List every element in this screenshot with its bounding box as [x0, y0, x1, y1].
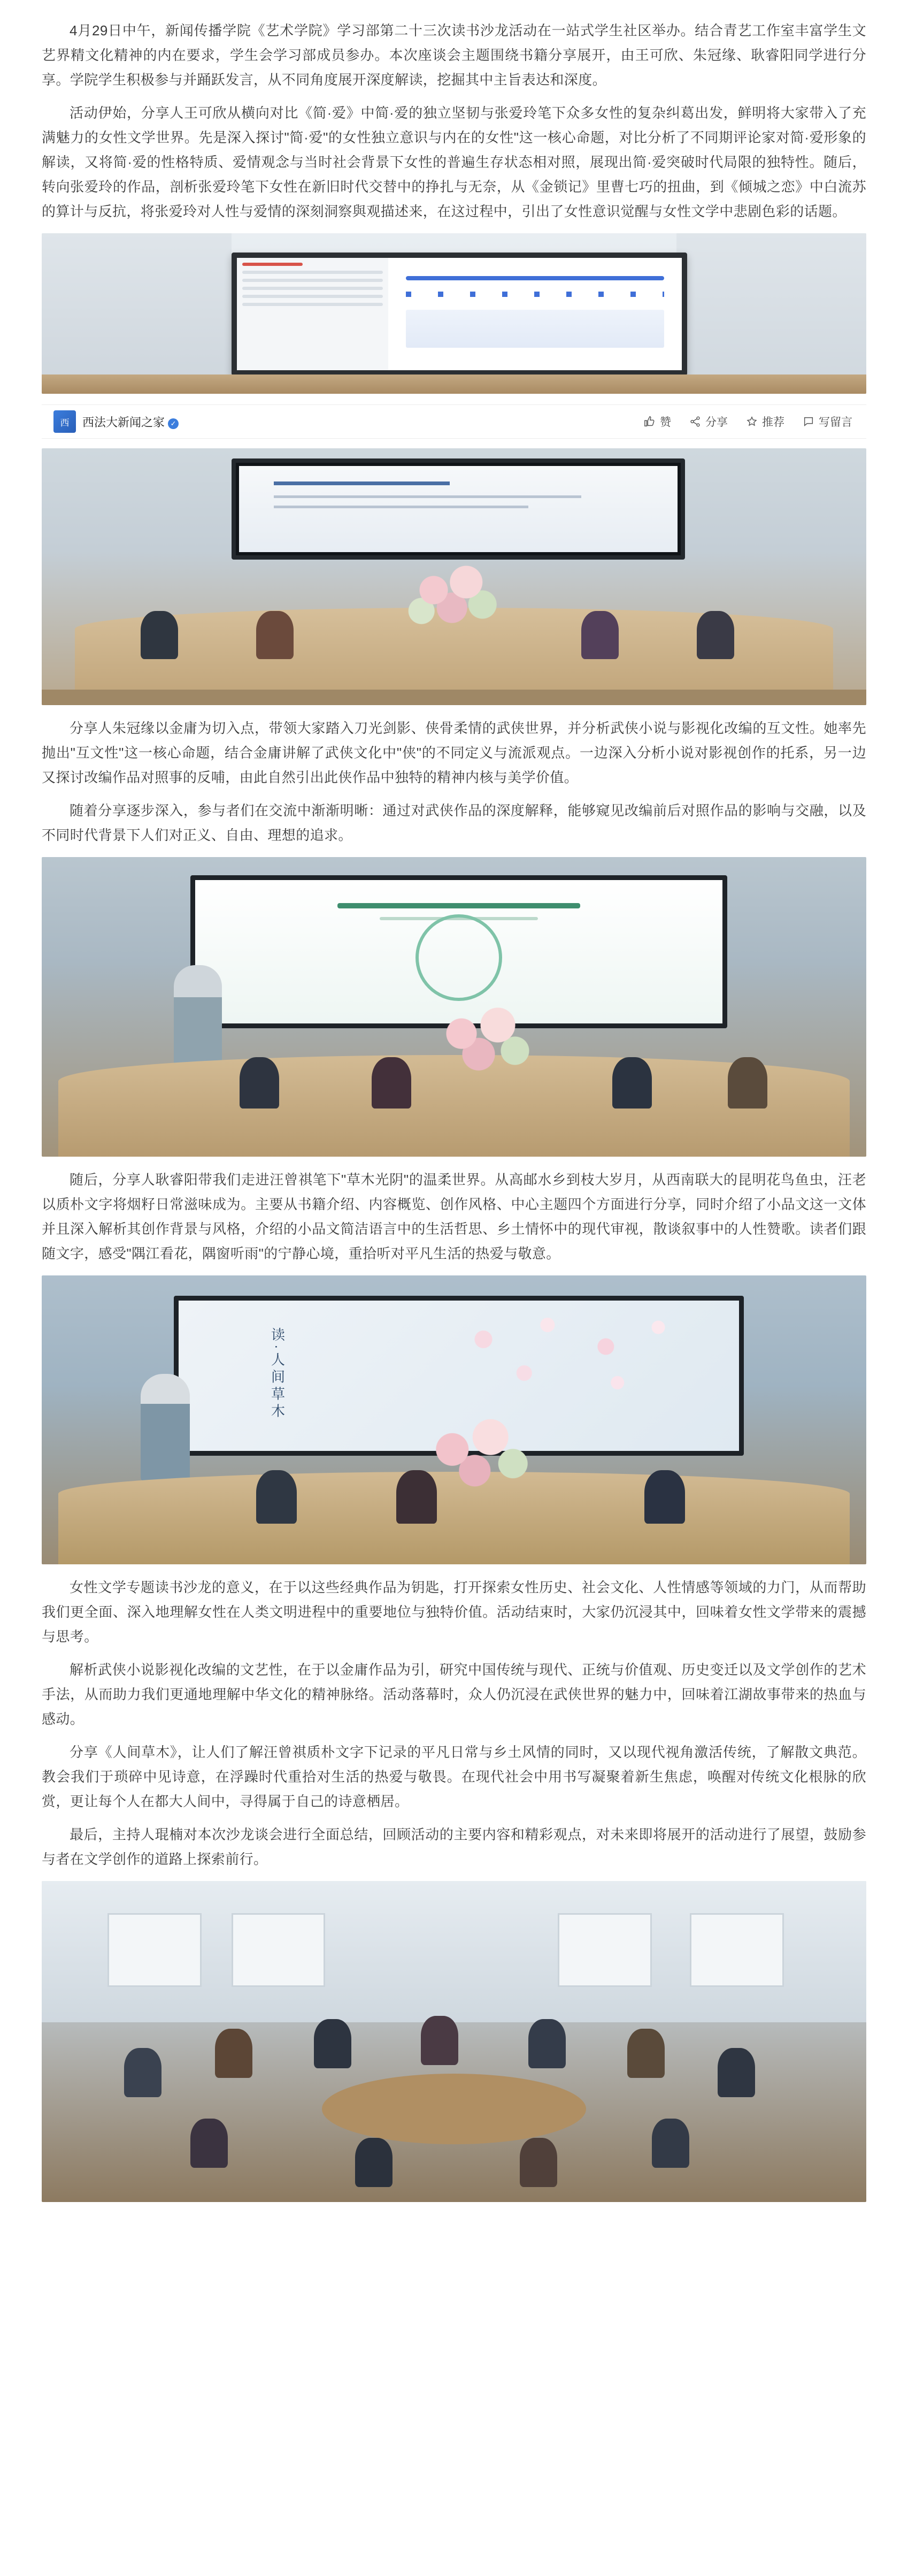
attendee [372, 1057, 411, 1109]
like-button[interactable] [644, 414, 671, 430]
paragraph: 活动伊始，分享人王可欣从横向对比《简·爱》中简·爱的独立坚韧与张爱玲笔下众多女性的复杂纠葛出发，鲜明将大家带入了充满魅力的女性文学世界。先是深入探讨"简·爱"的女性独立意识与内在的女性"这一核心命题，对比分析了不同期评论家对简·爱形象的解读，又将简·爱的性格特质、爱情观念与当时社会背景下女性的普遍生存状态相对照，展现出简·爱突破时代局限的独特性。随后，转向张爱玲的作品，剖析张爱玲笔下女性在新旧时代交替中的挣扎与无奈，从《金锁记》里曹七巧的扭曲，到《倾城之恋》中白流苏的算计与反抗，将张爱玲对人性与爱情的深刻洞察與观描述来，在这过程中，引出了女性意识觉醒与女性文学中悲剧色彩的话题。 [42, 105, 867, 219]
attendee [141, 611, 178, 659]
comment-icon [803, 416, 814, 427]
attendee [355, 2138, 393, 2187]
attendee [314, 2019, 351, 2068]
share-button[interactable] [689, 414, 728, 430]
attendee [520, 2138, 557, 2187]
attendee [581, 611, 619, 659]
recommend-button[interactable] [746, 414, 784, 430]
screen-sidebar [237, 258, 389, 370]
share-icon [689, 416, 701, 427]
wall-poster [107, 1913, 202, 1987]
figure-cherry-blossom-slide [42, 1275, 866, 1564]
floor [42, 690, 866, 705]
action-list [644, 414, 852, 430]
footer-spacer [42, 2213, 866, 2237]
wall-left [42, 233, 232, 394]
wall-poster [690, 1913, 784, 1987]
avatar: 西 [53, 410, 76, 433]
screen-content [388, 258, 682, 370]
wall-poster [558, 1913, 652, 1987]
image-container [42, 857, 866, 1157]
paragraph: 4月29日中午，新闻传播学院《艺术学院》学习部第二十三次读书沙龙活动在一站式学生社区举办。结合青艺工作室丰富学生文艺界精文化精神的内在要求，学生会学习部成员参办。本次座谈会主题围绕书籍分享展开，由王可欣、朱冠缘、耿睿阳同学进行分享。学院学生积极参与并踊跃发言，从不同角度展开深度解读，挖掘其中主旨表达和深度。 [42, 22, 866, 88]
presenter-slide-photo [42, 857, 866, 1157]
image-container [42, 448, 866, 705]
table-center [322, 2074, 586, 2144]
attendee [256, 611, 294, 659]
attendee [240, 1057, 279, 1109]
recommend-label: 推荐 [762, 416, 784, 429]
display-content [239, 466, 678, 552]
like-label: 赞 [660, 416, 671, 429]
group-round-table-photo [42, 1881, 866, 2202]
flower-bouquet [403, 558, 505, 638]
paragraph: 女性文学专题读书沙龙的意义，在于以这些经典作品为钥匙，打开探索女性历史、社会文化、人性情感等领域的力门，从而帮助我们更全面、深入地理解女性在人类文明进程中的重要地位与独特价值。活动结束时，大家仍沉浸其中，回味着女性文学带来的震撼与思考。 [42, 1579, 866, 1645]
attendee [215, 2029, 252, 2078]
figure-projector-screen [42, 233, 866, 394]
paragraph: 随着分享逐步深入，参与者们在交流中渐渐明晰：通过对武侠作品的深度解释，能够窥见改编前后对照作品的影响与交融，以及不同时代背景下人们对正义、自由、理想的追求。 [42, 802, 866, 843]
attendee [652, 2119, 689, 2168]
comment-button[interactable] [803, 414, 852, 430]
image-container [42, 233, 866, 394]
account-block[interactable] [53, 410, 179, 433]
desk-edge [42, 374, 866, 394]
attendee [718, 2048, 755, 2097]
paragraph: 解析武侠小说影视化改编的文艺性，在于以金庸作品为引，研究中国传统与现代、正统与价值观、历史变迁以及文学创作的艺术手法，从而助力我们更通地理解中华文化的精神脉络。活动落幕时，众人仍沉浸在武侠世界的魅力中，回味着江湖故事带来的热血与感动。 [42, 1662, 866, 1727]
attendee [124, 2048, 161, 2097]
account-name: 西法大新闻之家 [82, 415, 165, 429]
attendee [627, 2029, 665, 2078]
speaker-person [141, 1374, 190, 1481]
cherry-blossom-graphic [425, 1303, 717, 1424]
account-name-wrap [82, 414, 179, 430]
display-screen [232, 253, 688, 376]
figure-group-round-table [42, 1881, 866, 2202]
wall-poster [232, 1913, 326, 1987]
paragraph: 随后，分享人耿睿阳带我们走进汪曾祺笔下"草木光阴"的温柔世界。从高邮水乡到枝大岁月，从西南联大的昆明花鸟鱼虫，汪老以质朴文字将烟籽日常滋味成为。主要从书籍介绍、内容概览、创作风格、中心主题四个方面进行分享，同时介绍了小品文这一文体并且深入解析其创作背景与风格，介绍的小品文简洁语言中的生活哲思、乡土情怀中的现代审视，散谈叙事中的人性赞歌。读者们跟随文字，感受"隅江看花，隅窗听雨"的宁静心境，重拾听对平凡生活的热爱与敬意。 [42, 1172, 866, 1262]
wall-display [232, 458, 686, 560]
verified-badge-icon: ✓ [168, 418, 179, 429]
attendee [421, 2016, 458, 2065]
recommend-icon [746, 416, 758, 427]
share-label: 分享 [705, 416, 728, 429]
figure-classroom-table [42, 448, 866, 705]
attendee [697, 611, 734, 659]
classroom-table-photo [42, 448, 866, 705]
slide-title: 读·人间草木 [269, 1327, 286, 1421]
attendee [644, 1470, 685, 1524]
paragraph: 分享《人间草木》，让人们了解汪曾祺质朴文字下记录的平凡日常与乡土风情的同时，又以现代视角激活传统，了解散文典范。教会我们于琐碎中见诗意，在浮躁时代重拾对生活的热爱与敬畏。在现代社会中用书写凝聚着新生焦虑，唤醒对传统文化根脉的欣赏，更让每个人在都大人间中，寻得属于自己的诗意栖居。 [42, 1744, 866, 1809]
wall-right [676, 233, 866, 394]
comment-label: 写留言 [819, 416, 852, 429]
attendee [190, 2119, 228, 2168]
image-container [42, 1275, 866, 1564]
image-container [42, 1881, 866, 2202]
slide-circle-graphic [415, 914, 502, 1001]
thumbs-up-icon [644, 416, 656, 427]
projector-screen-photo [42, 233, 866, 394]
figure-presenter-slide [42, 857, 866, 1157]
attendee [396, 1470, 437, 1524]
attendee [256, 1470, 297, 1524]
flower-bouquet [429, 999, 536, 1085]
attendee [612, 1057, 652, 1109]
cherry-blossom-slide-photo [42, 1275, 866, 1564]
social-action-bar [42, 404, 866, 439]
flower-bouquet [421, 1412, 533, 1501]
attendee [528, 2019, 566, 2068]
attendee [728, 1057, 767, 1109]
paragraph: 最后，主持人琨楠对本次沙龙谈会进行全面总结，回顾活动的主要内容和精彩观点，对未来即将展开的活动进行了展望，鼓励参与者在文学创作的道路上探索前行。 [42, 1826, 866, 1867]
paragraph: 分享人朱冠缘以金庸为切入点，带领大家踏入刀光剑影、侠骨柔情的武侠世界，并分析武侠小说与影视化改编的互文性。她率先抛出"互文性"这一核心命题，结合金庸讲解了武侠文化中"侠"的不同定义与流派观点。一边深入分析小说对影视创作的托系，另一边又探讨改编作品对照事的反哺，由此自然引出此侠作品中独特的精神内核与美学价值。 [42, 720, 866, 785]
